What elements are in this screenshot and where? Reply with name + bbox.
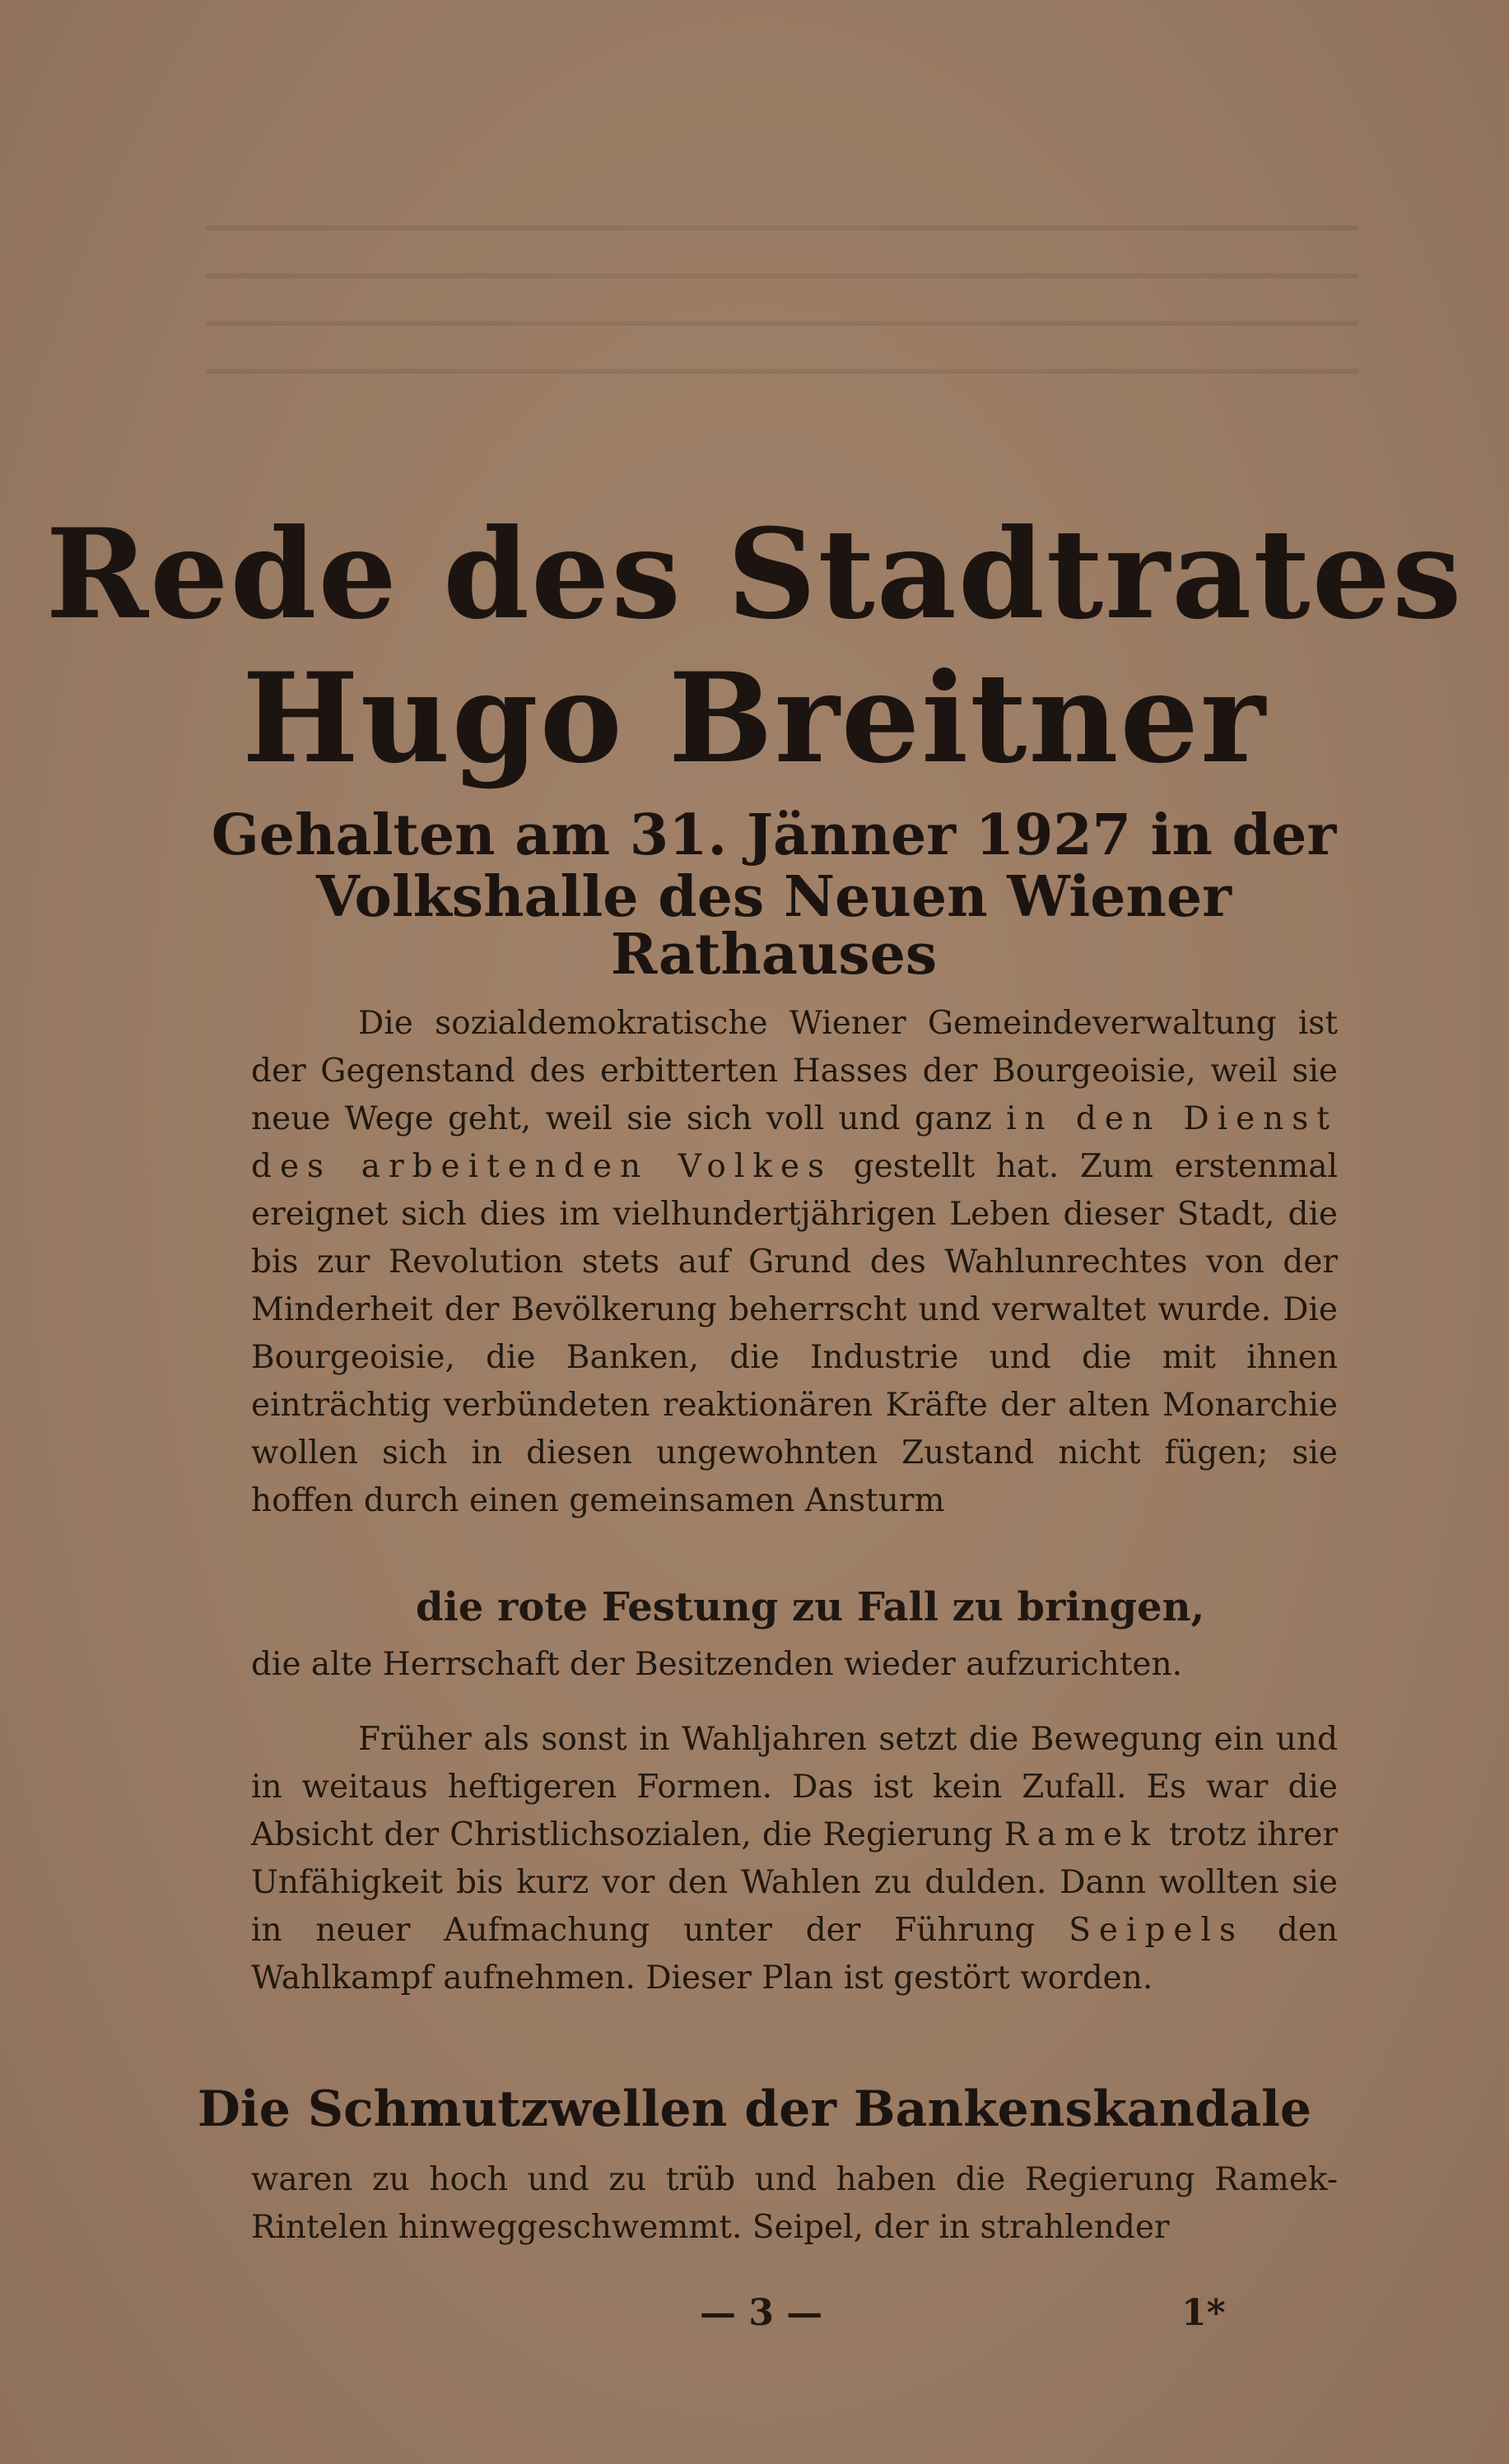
subtitle-line-2: Volkshalle des Neuen Wiener (315, 864, 1232, 930)
subtitle-line-3: Rathauses (610, 922, 938, 988)
title-line-1: Rede des Stadtrates (45, 502, 1464, 647)
after-emphasis-line: die alte Herrschaft der Besitzenden wieder aufzurichten. (251, 1646, 1183, 1683)
emphasis-line: die rote Festung zu Fall zu bringen, (416, 1584, 1205, 1630)
signature-mark: 1* (1181, 2292, 1226, 2334)
paragraph-2-text-c: den Wahlkampf aufnehmen. Dieser Plan ist gestört worden. (251, 1912, 1338, 1997)
title-line-2: Hugo Breitner (242, 646, 1267, 791)
paragraph-1 (251, 1000, 1338, 1525)
section-heading: Die Schmutzwellen der Bankenskandale (197, 2080, 1312, 2138)
paragraph-3: waren zu hoch und zu trüb und haben die Regierung Ramek-Rintelen hinweggeschwemmt. Seipel, der in strahlender (251, 2161, 1338, 2246)
paragraph-2-spaced-a: Ramek (1004, 1816, 1158, 1853)
show-through-texture (206, 198, 1358, 411)
paragraph-1-text-b: gestellt hat. Zum erstenmal ereignet sich dies im vielhundertjährigen Leben dieser Stadt, die bis zur Revolution stets auf Grund des Wahlunrechtes von der Minderheit der Bevölkerung beherrscht und verwaltet wurde. Die Bourgeoisie, die Banken, die Industrie und die mit ihnen einträchtig verbündeten reaktionären Kräfte der alten Monarchie wollen sich in diesen ungewohnten Zustand nicht fügen; sie hoffen durch einen gemeinsamen Ansturm (251, 1148, 1338, 1519)
paragraph-1-text-a: Die sozialdemokratische Wiener Gemeindeverwaltung ist der Gegenstand des erbitterten Hasses der Bourgeoisie, weil sie neue Wege geht, weil sie sich voll und ganz (251, 1005, 1338, 1137)
paragraph-2 (251, 1716, 1338, 2002)
paragraph-2-spaced-b: Seipels (1069, 1912, 1244, 1949)
paragraph-2-text-b: trotz ihrer Unfähigkeit bis kurz vor den Wahlen zu dulden. Dann wollten sie in neuer Aufmachung unter der Führung (251, 1816, 1338, 1949)
paragraph-1-spaced: in den Dienst des arbeitenden Volkes (251, 1100, 1338, 1185)
page-number: — 3 — (700, 2292, 823, 2334)
paragraph-2-text-a: Früher als sonst in Wahljahren setzt die Bewegung ein und in weitaus heftigeren Formen. Das ist kein Zufall. Es war die Absicht der Christlichsozialen, die Regierung (251, 1721, 1338, 1853)
subtitle-line-1: Gehalten am 31. Jänner 1927 in der (211, 802, 1337, 868)
